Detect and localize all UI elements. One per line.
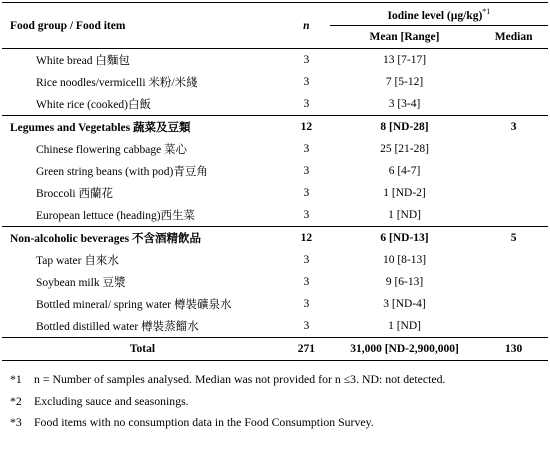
table-row — [2, 138, 548, 160]
cell-mean-range: 1 [ND] — [388, 320, 421, 332]
cell-food-name: European lettuce (heading)西生菜 — [36, 210, 196, 222]
footnote — [10, 372, 540, 388]
cell-food-name: Bottled distilled water 樽裝蒸餾水 — [36, 321, 199, 333]
group-row — [2, 227, 548, 250]
total-row — [2, 338, 548, 361]
cell-food-name: Bottled mineral/ spring water 樽裝礦泉水 — [36, 299, 232, 311]
header-median: Median — [494, 31, 533, 43]
cell-mean-range: 10 [8-13] — [382, 254, 427, 266]
cell-food-name: Soybean milk 豆漿 — [36, 277, 126, 289]
footnote-mark: *3 — [10, 415, 22, 429]
footnote — [10, 415, 540, 431]
header-row-1 — [2, 3, 548, 26]
cell-median — [479, 315, 548, 338]
cell-n: 3 — [303, 76, 310, 88]
table-row — [2, 49, 548, 72]
header-mean: Mean [Range] — [369, 31, 440, 43]
cell-n: 3 — [303, 143, 310, 155]
header-iodine-sup: *1 — [482, 6, 491, 16]
cell-n: 3 — [303, 165, 310, 177]
cell-food-name: Total — [2, 338, 283, 361]
header-n-label: n — [303, 19, 310, 32]
cell-mean-range: 13 [7-17] — [330, 49, 479, 72]
table-row — [2, 204, 548, 227]
cell-n: 3 — [283, 49, 330, 72]
cell-mean-range: 1 [ND-2] — [383, 187, 426, 199]
footnote-text: Excluding sauce and seasonings. — [34, 393, 189, 408]
cell-n: 3 — [303, 187, 310, 199]
footnote-text: n = Number of samples analysed. Median was not provided for n ≤3. ND: not detected. — [34, 372, 446, 386]
cell-mean-range: 8 [ND-28] — [330, 116, 479, 139]
cell-n: 12 — [283, 116, 330, 139]
cell-mean-range: 1 [ND] — [388, 209, 421, 221]
cell-food-name: Broccoli 西蘭花 — [36, 188, 113, 200]
footnote-mark: *2 — [10, 393, 22, 408]
table-row — [2, 93, 548, 116]
cell-food-name: Chinese flowering cabbage 菜心 — [36, 144, 188, 156]
cell-food-name: Legumes and Vegetables 蔬菜及豆類 — [2, 116, 283, 139]
cell-food-name: White bread 白麵包 — [2, 49, 283, 72]
cell-mean-range: 31,000 [ND-2,900,000] — [330, 338, 479, 361]
cell-n: 271 — [283, 338, 330, 361]
cell-median — [479, 182, 548, 204]
table-row — [2, 249, 548, 271]
cell-median: 3 — [479, 116, 548, 139]
cell-median — [479, 271, 548, 293]
cell-food-name: White rice (cooked)白飯 — [36, 99, 151, 111]
cell-median — [479, 160, 548, 182]
iodine-table — [2, 2, 548, 361]
table-row — [2, 71, 548, 93]
cell-food-name: Tap water 自來水 — [36, 255, 119, 267]
header-food-group: Food group / Food item — [2, 3, 283, 49]
cell-median — [479, 204, 548, 227]
cell-mean-range: 9 [6-13] — [385, 276, 424, 288]
header-iodine — [330, 3, 548, 26]
cell-n: 12 — [283, 227, 330, 250]
cell-n: 3 — [303, 298, 310, 310]
table-body — [2, 49, 548, 361]
table-row — [2, 160, 548, 182]
cell-n: 3 — [303, 276, 310, 288]
cell-median: 130 — [479, 338, 548, 361]
table-row — [2, 293, 548, 315]
cell-food-name: Rice noodles/vermicelli 米粉/米綫 — [36, 77, 198, 89]
cell-n: 3 — [303, 320, 310, 332]
cell-median — [479, 49, 548, 72]
cell-median — [479, 293, 548, 315]
header-n — [283, 3, 330, 49]
table-row — [2, 182, 548, 204]
cell-mean-range: 25 [21-28] — [380, 143, 429, 155]
footnote-text: Food items with no consumption data in the Food Consumption Survey. — [34, 415, 374, 429]
cell-median — [479, 249, 548, 271]
footnote — [10, 394, 540, 410]
cell-n: 3 — [303, 98, 310, 110]
footnotes — [10, 372, 540, 437]
cell-median — [479, 71, 548, 93]
cell-median: 5 — [479, 227, 548, 250]
cell-mean-range: 6 [4-7] — [388, 165, 421, 177]
cell-mean-range: 3 [3-4] — [388, 98, 421, 110]
cell-food-name: Green string beans (with pod)青豆角 — [36, 166, 208, 178]
footnote-mark: *1 — [10, 372, 22, 386]
header-iodine-label: Iodine level (µg/kg) — [387, 9, 483, 22]
table-row — [2, 271, 548, 293]
cell-median — [479, 138, 548, 160]
cell-n: 3 — [303, 254, 310, 266]
group-row — [2, 116, 548, 139]
cell-food-name: Non-alcoholic beverages 不含酒精飲品 — [2, 227, 283, 250]
cell-mean-range: 3 [ND-4] — [383, 298, 426, 310]
table-row — [2, 315, 548, 338]
cell-median — [479, 93, 548, 116]
cell-mean-range: 6 [ND-13] — [330, 227, 479, 250]
cell-mean-range: 7 [5-12] — [385, 76, 424, 88]
cell-n: 3 — [303, 209, 310, 221]
